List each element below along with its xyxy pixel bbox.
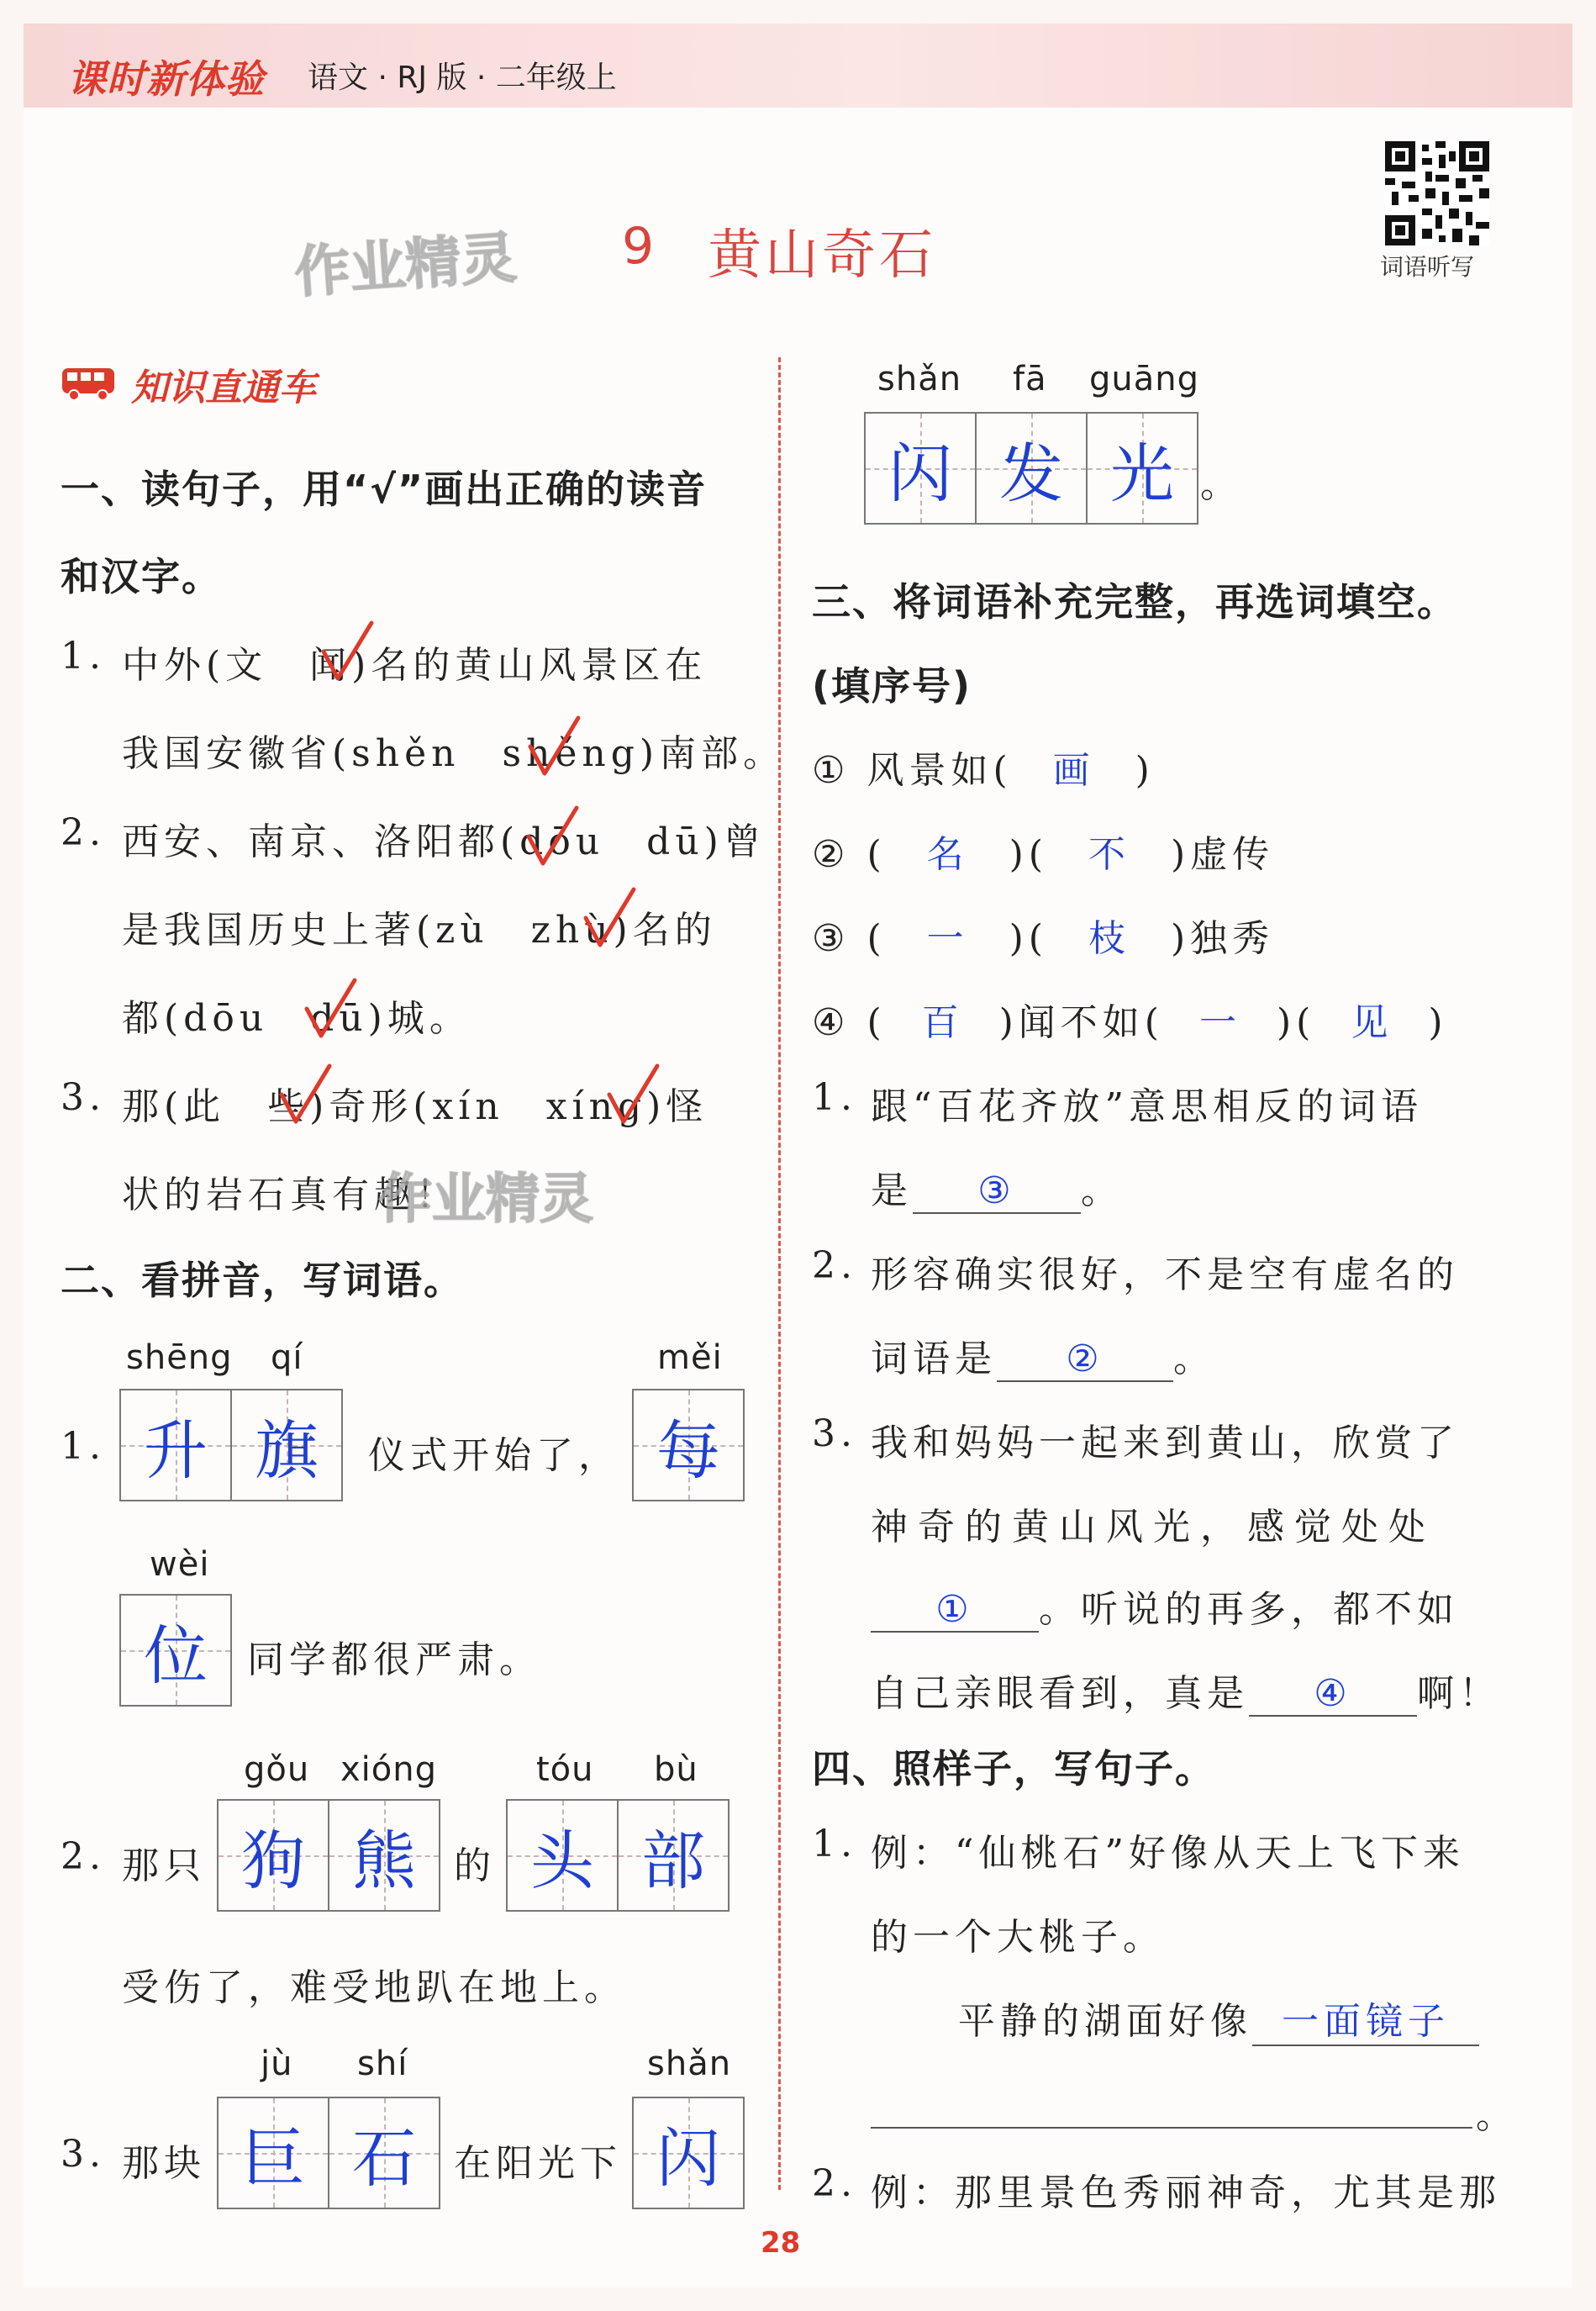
qr-caption: 词语听写 <box>1380 253 1475 281</box>
column-divider <box>778 357 781 2190</box>
grid-cell: 闪 <box>634 2098 743 2208</box>
grid-cell: 闪 <box>866 414 975 523</box>
idiom-3: ③ ( 一 )( 枝 )独秀 <box>812 917 1275 960</box>
p3-q3-line2: 神奇的黄山风光，感觉处处 <box>871 1506 1435 1549</box>
pinyin: měi <box>657 1338 723 1377</box>
p2-q3-mid: 在阳光下 <box>454 2142 622 2185</box>
grid-cell: 旗 <box>230 1390 341 1500</box>
watermark-2: 作业精灵 <box>378 1169 593 1231</box>
p2-q3-text1: 那块 <box>122 2142 206 2185</box>
part1-heading-cont: 和汉字。 <box>61 554 222 599</box>
pinyin: bù <box>654 1750 698 1789</box>
grid-cell: 升 <box>121 1390 230 1500</box>
section-header <box>59 357 316 411</box>
answer-blank[interactable]: ② <box>997 1338 1173 1382</box>
q2-number: 2. <box>61 811 106 854</box>
pinyin: wèi <box>150 1545 210 1584</box>
grid-cell: 头 <box>508 1801 617 1910</box>
idiom-1: ① 风景如( 画 ) <box>812 749 1155 792</box>
q3-number: 3. <box>61 1076 106 1119</box>
p3-q2-number: 2. <box>812 1244 857 1287</box>
grid-cell: 巨 <box>219 2098 328 2208</box>
p3-q1-number: 1. <box>812 1076 857 1119</box>
lesson-number: 9 <box>622 217 655 276</box>
p4-q1-line3: 平静的湖面好像 一面镜子 <box>958 1991 1479 2046</box>
q3-line2: 状的岩石真有趣！ <box>122 1174 458 1216</box>
q2-line1: 西安、南京、洛阳都(dōu dū)曾 <box>122 820 766 863</box>
grid-cell: 熊 <box>328 1801 439 1910</box>
pinyin: tóu <box>536 1750 594 1789</box>
q1-number: 1. <box>61 635 106 678</box>
p2-q2-number: 2. <box>61 1835 106 1878</box>
p2-q3-number: 3. <box>61 2133 106 2176</box>
writing-grid <box>864 412 1198 525</box>
part4-heading: 四、照样子，写句子。 <box>812 1746 1215 1791</box>
pinyin: shí <box>357 2045 408 2083</box>
grid-cell: 部 <box>617 1801 728 1910</box>
p2-q2-text2: 受伤了，难受地趴在地上。 <box>122 1966 626 2009</box>
pinyin: guāng <box>1089 360 1199 398</box>
bus-icon <box>59 363 119 405</box>
part2-heading: 二、看拼音，写词语。 <box>61 1258 464 1303</box>
checkmark-icon <box>303 975 361 1042</box>
writing-grid <box>506 1799 730 1912</box>
p3-q1-line1: 跟“百花齐放”意思相反的词语 <box>871 1085 1423 1128</box>
answer-blank[interactable]: ③ <box>913 1169 1081 1214</box>
p3-q3-line4: 自己亲眼看到，真是 ④ 啊！ <box>871 1672 1501 1715</box>
writing-grid <box>632 1389 745 1501</box>
p3-q1-line2: 是 ③ 。 <box>871 1169 1123 1212</box>
q2-line3: 都(dōu dū)城。 <box>122 997 471 1040</box>
idiom-2: ② ( 名 )( 不 )虚传 <box>812 833 1275 876</box>
checkmark-icon <box>605 1061 664 1128</box>
q2-line2: 是我国历史上著(zù zhù)名的 <box>122 909 717 952</box>
grid-cell: 石 <box>328 2098 439 2208</box>
pinyin: jù <box>261 2045 293 2083</box>
p3-q2-line1: 形容确实很好，不是空有虚名的 <box>871 1253 1459 1296</box>
p4-q1-line1: 例：“仙桃石”好像从天上飞下来 <box>871 1832 1465 1875</box>
answer-blank[interactable]: ④ <box>1249 1672 1417 1717</box>
answer-blank[interactable]: 一面镜子 <box>1252 1991 1479 2046</box>
q1-line2: 我国安徽省(shěn shěng)南部。 <box>122 732 786 775</box>
part3-heading: 三、将词语补充完整，再选词填空。 <box>812 579 1457 625</box>
checkmark-icon <box>277 1061 336 1128</box>
writing-grid <box>217 1799 440 1912</box>
q1-line1: 中外(文 闻)名的黄山风景区在 <box>122 644 708 687</box>
writing-grid <box>119 1389 343 1501</box>
checkmark-icon <box>526 713 585 780</box>
p2-q2-mid: 的 <box>454 1844 496 1887</box>
lesson-title: 黄山奇石 <box>708 224 936 287</box>
pinyin: shǎn <box>647 2045 732 2083</box>
part3-heading-cont: (填序号) <box>812 663 972 709</box>
idiom-4: ④ ( 百 )闻不如( 一 )( 见 ) <box>812 1001 1448 1044</box>
p2-q1-text1: 仪式开始了， <box>368 1434 620 1477</box>
p3-q3-line3: ① 。听说的再多，都不如 <box>871 1579 1459 1633</box>
grid-cell: 光 <box>1086 414 1197 523</box>
section-label: 知识直通车 <box>131 367 316 409</box>
checkmark-icon <box>524 803 583 870</box>
checkmark-icon <box>319 618 378 685</box>
pinyin: shēng <box>126 1338 233 1377</box>
writing-grid <box>632 2097 745 2209</box>
answer-blank[interactable]: ① <box>871 1588 1039 1633</box>
pinyin: xióng <box>340 1750 437 1789</box>
p4-q1-line2: 的一个大桃子。 <box>871 1916 1165 1959</box>
writing-grid <box>119 1594 232 1707</box>
pinyin: gǒu <box>244 1750 310 1789</box>
p4-q1-number: 1. <box>812 1823 857 1865</box>
writing-grid <box>217 2097 440 2209</box>
grid-cell: 狗 <box>219 1801 328 1910</box>
q3-line1: 那(此 些)奇形(xín xíng)怪 <box>122 1085 708 1128</box>
page-number: 28 <box>761 2226 801 2260</box>
p2-q2-text1: 那只 <box>122 1844 206 1887</box>
sentence-period: 。 <box>1200 463 1242 506</box>
line-period: 。 <box>1476 2094 1518 2137</box>
p3-q2-line2: 词语是 ② 。 <box>871 1338 1215 1380</box>
brand-logo: 课时新体验 <box>67 56 265 102</box>
grid-cell: 位 <box>121 1596 230 1705</box>
watermark: 作业精灵 <box>292 224 519 306</box>
p3-q3-number: 3. <box>812 1412 857 1455</box>
p4-q2-number: 2. <box>812 2162 857 2205</box>
checkmark-icon <box>582 884 640 952</box>
p4-q2-line1: 例：那里景色秀丽神奇，尤其是那 <box>871 2171 1501 2214</box>
qr-code-icon[interactable] <box>1385 141 1489 245</box>
p2-q1-text2: 同学都很严肃。 <box>247 1638 541 1681</box>
pinyin: fā <box>1013 360 1047 398</box>
p2-q1-number: 1. <box>61 1425 106 1468</box>
subject-label: 语文 · RJ 版 · 二年级上 <box>308 61 617 95</box>
answer-line[interactable] <box>871 2127 1472 2129</box>
p3-q3-line1: 我和妈妈一起来到黄山，欣赏了 <box>871 1422 1459 1464</box>
pinyin: qí <box>271 1338 303 1377</box>
grid-cell: 发 <box>975 414 1086 523</box>
pinyin: shǎn <box>877 360 962 398</box>
part1-heading: 一、读句子，用“√”画出正确的读音 <box>61 467 708 512</box>
grid-cell: 每 <box>634 1390 743 1500</box>
